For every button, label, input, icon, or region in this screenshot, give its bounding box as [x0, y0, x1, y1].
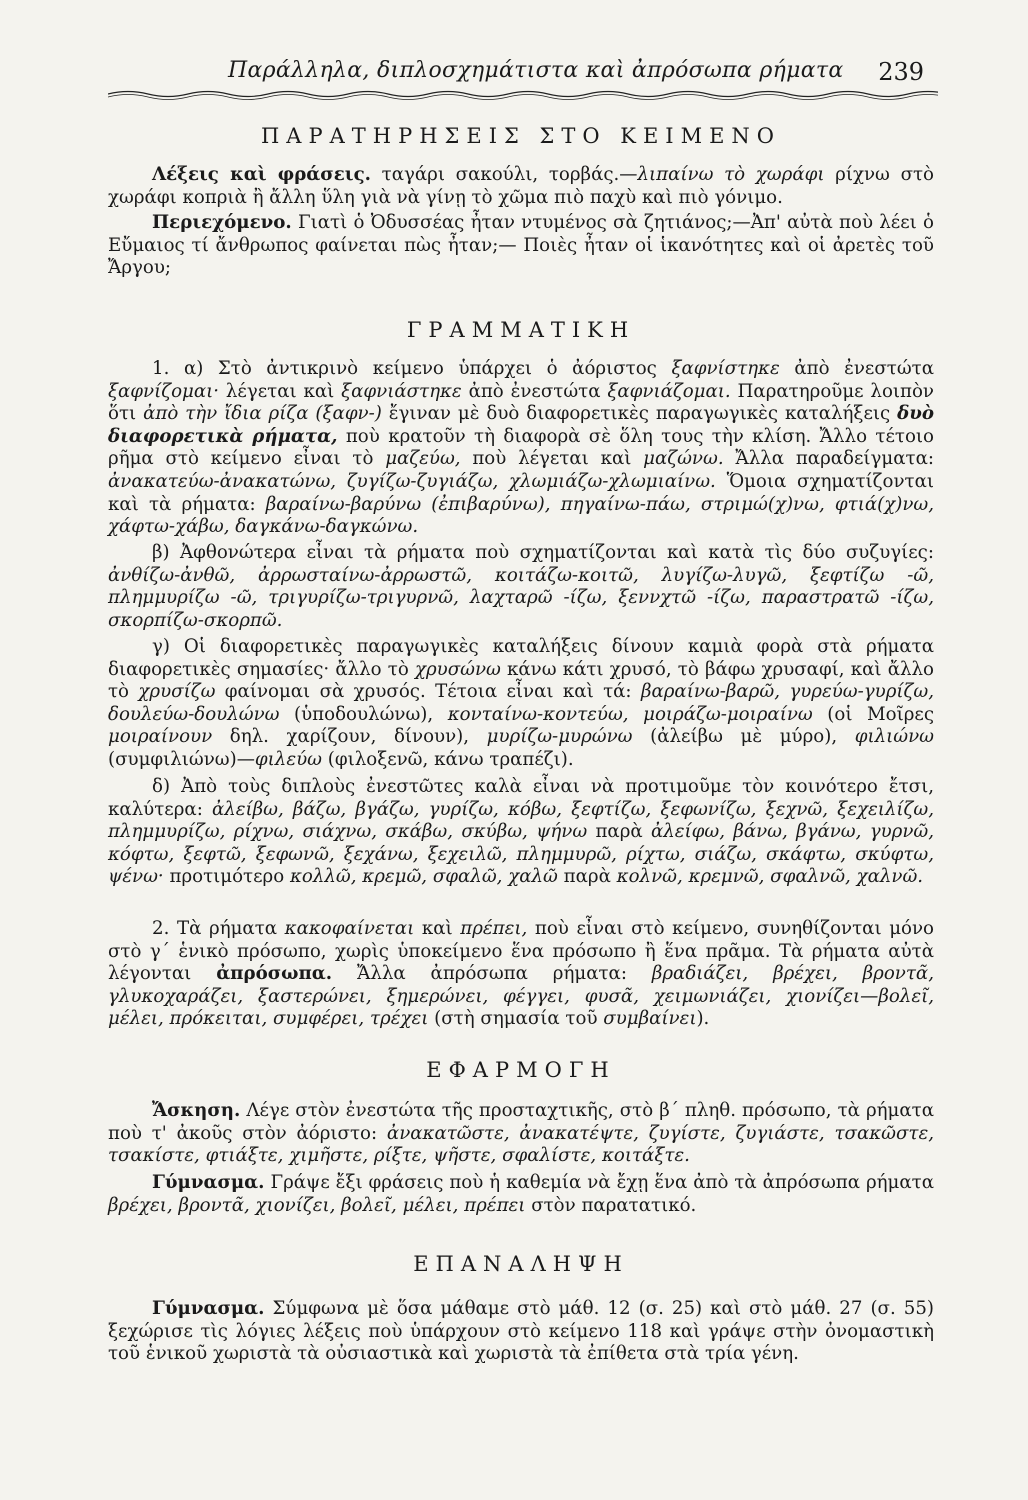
wavy-divider: [108, 88, 938, 102]
page-header: [108, 58, 934, 88]
exercise-paragraph: Ἄσκηση. Λέγε στὸν ἐνεστώτα τῆς προσταχτικῆς, στὸ β΄ πληθ. πρόσωπο, τὰ ρήματα ποὺ τ' ἀκοῦς στὸν ἀόριστο: ἀνακατῶστε, ἀνακατέψτε, ζυγίστε, ζυγιάστε, τσακῶστε, τσακίστε, φτιάξτε, χιμῆστε, ρίξτε, ψῆστε, σφαλίστε, κοιτάξτε.: [108, 1100, 934, 1167]
application-drill-paragraph: Γύμνασμα. Γράψε ἔξι φράσεις ποὺ ἡ καθεμία νὰ ἔχῃ ἕνα ἀπὸ τὰ ἀπρόσωπα ρήματα βρέχει, βροντᾶ, χιονίζει, βολεῖ, μέλει, πρέπει στὸν παρατατικό.: [108, 1172, 934, 1216]
application-heading: ΕΦΑΡΜΟΓΗ: [426, 1058, 616, 1082]
grammar-point-1b: β) Ἀφθονώτερα εἶναι τὰ ρήματα ποὺ σχηματίζονται καὶ κατὰ τὶς δύο συζυγίες: ἀνθίζω-ἀνθῶ, ἀρρωσταίνω-ἀρρωστῶ, κοιτάζω-κοιτῶ, λυγίζω-λυγῶ, ξεφτίζω -ῶ, πλημμυρίζω -ῶ, τριγυρίζω-τριγυρνῶ, λαχταρῶ -ίζω, ξεννχτῶ -ίζω, παραστρατῶ -ίζω, σκορπίζω-σκορπῶ.: [108, 542, 934, 631]
review-drill-label: Γύμνασμα.: [152, 1298, 265, 1319]
content-text: Γιατὶ ὁ Ὀδυσσέας ἦταν ντυμένος σὰ ζητιάνος;—Ἀπ' αὐτὰ ποὺ λέει ὁ Εὔμαιος τί ἄνθρωπος φαίνεται πὼς ἦταν;— Ποιὲς ἦταν οἱ ἱκανότητες καὶ οἱ ἀρετὲς τοῦ Ἄργου;: [108, 212, 934, 279]
words-paragraph: [108, 164, 934, 209]
remarks-heading: ΠΑΡΑΤΗΡΗΣΕΙΣ ΣΤΟ ΚΕΙΜΕΝΟ: [260, 124, 782, 148]
drill-label: Γύμνασμα.: [152, 1172, 265, 1193]
page-number: 239: [878, 58, 924, 86]
running-title: Παράλληλα, διπλοσχημάτιστα καὶ ἀπρόσωπα ρήματα: [228, 58, 844, 83]
words-text: ταγάρι σακούλι, τορβάς.—: [370, 164, 638, 185]
grammar-point-2: 2. Τὰ ρήματα κακοφαίνεται καὶ πρέπει, ποὺ εἶναι στὸ κείμενο, συνηθίζονται μόνο στὸ γ΄ ἑνικὸ πρόσωπο, χωρὶς ὑποκείμενο ἕνα πρόσωπο ἢ ἕνα πρᾶμα. Τὰ ρήματα αὐτὰ λέγονται ἀπρόσωπα. Ἄλλα ἀπρόσωπα ρήματα: βραδιάζει, βρέχει, βροντᾶ, γλυκοχαράζει, ξαστερώνει, ξημερώνει, φέγγει, φυσᾶ, χειμωνιάζει, χιονίζει—βολεῖ, μέλει, πρόκειται, συμφέρει, τρέχει (στὴ σημασία τοῦ συμβαίνει).: [108, 918, 934, 1030]
review-drill-text: Σύμφωνα μὲ ὅσα μάθαμε στὸ μάθ. 12 (σ. 25) καὶ στὸ μάθ. 27 (σ. 55) ξεχώρισε τὶς λόγιες λέξεις ποὺ ὑπάρχουν στὸ κείμενο 118 καὶ γράψε στὴν ὀνομαστικὴ τοῦ ἑνικοῦ χωριστὰ τὰ οὐσιαστικὰ καὶ χωριστὰ τὰ ἐπίθετα στὰ τρία γένη.: [108, 1298, 934, 1365]
grammar-heading: ΓΡΑΜΜΑΤΙΚΗ: [406, 318, 636, 342]
review-heading: ΕΠΑΝΑΛΗΨΗ: [413, 1252, 629, 1276]
content-label: Περιεχόμενο.: [152, 212, 292, 233]
grammar-point-1a: 1. α) Στὸ ἀντικρινὸ κείμενο ὑπάρχει ὁ ἀόριστος ξαφνίστηκε ἀπὸ ἐνεστώτα ξαφνίζομαι· λέγεται καὶ ξαφνιάστηκε ἀπὸ ἐνεστώτα ξαφνιάζομαι. Παρατηροῦμε λοιπὸν ὅτι ἀπὸ τὴν ἴδια ρίζα (ξαφν-) ἔγιναν μὲ δυὸ διαφορετικὲς παραγωγικὲς καταλήξεις δυὸ διαφορετικὰ ρήματα, ποὺ κρατοῦν τὴ διαφορὰ σὲ ὅλη τους τὴν κλίση. Ἄλλο τέτοιο ρῆμα στὸ κείμενο εἶναι τὸ μαζεύω, ποὺ λέγεται καὶ μαζώνω. Ἄλλα παραδείγματα: ἀνακατεύω-ἀνακατώνω, ζυγίζω-ζυγιάζω, χλωμιάζω-χλωμιαίνω. Ὅμοια σχηματίζονται καὶ τὰ ρήματα: βαραίνω-βαρύνω (ἐπιβαρύνω), πηγαίνω-πάω, στριμώ(χ)νω, φτιά(χ)νω, χάφτω-χάβω, δαγκάνω-δαγκώνω.: [108, 358, 934, 538]
grammar-point-1d: δ) Ἀπὸ τοὺς διπλοὺς ἐνεστῶτες καλὰ εἶναι νὰ προτιμοῦμε τὸν κοινότερο ἔτσι, καλύτερα: ἀλείβω, βάζω, βγάζω, γυρίζω, κόβω, ξεφτίζω, ξεφωνίζω, ξεχνῶ, ξεχειλίζω, πλημμυρίζω, ρίχνω, σιάχνω, σκάβω, σκύβω, ψήνω παρὰ ἀλείφω, βάνω, βγάνω, γυρνῶ, κόφτω, ξεφτῶ, ξεφωνῶ, ξεχάνω, ξεχειλῶ, πλημμυρῶ, ρίχτω, σιάζω, σκάφτω, σκύφτω, ψένω· προτιμότερο κολλῶ, κρεμῶ, σφαλῶ, χαλῶ παρὰ κολνῶ, κρεμνῶ, σφαλνῶ, χαλνῶ.: [108, 776, 934, 888]
words-term: λιπαίνω τὸ χωράφι: [637, 164, 825, 185]
review-drill-paragraph: [108, 1298, 934, 1366]
exercise-label: Ἄσκηση.: [152, 1100, 241, 1121]
grammar-point-1c: γ) Οἱ διαφορετικὲς παραγωγικὲς καταλήξεις δίνουν καμιὰ φορὰ στὰ ρήματα διαφορετικὲς σημασίες· ἄλλο τὸ χρυσώνω κάνω κάτι χρυσό, τὸ βάφω χρυσαφί, καὶ ἄλλο τὸ χρυσίζω φαίνομαι σὰ χρυσός. Τέτοια εἶναι καὶ τά: βαραίνω-βαρῶ, γυρεύω-γυρίζω, δουλεύω-δουλώνω (ὑποδουλώνω), κονταίνω-κοντεύω, μοιράζω-μοιραίνω (οἱ Μοῖρες μοιραίνουν δηλ. χαρίζουν, δίνουν), μυρίζω-μυρώνω (ἀλείβω μὲ μύρο), φιλιώνω (συμφιλιώνω)—φιλεύω (φιλοξενῶ, κάνω τραπέζι).: [108, 636, 935, 770]
words-label: Λέξεις καὶ φράσεις.: [152, 164, 371, 185]
content-paragraph: [108, 212, 934, 280]
words-text: ρίχνω στὸ χωράφι κοπριὰ ἢ ἄλλη ὕλη γιὰ νὰ γίνῃ τὸ χῶμα πιὸ παχὺ καὶ πιὸ γόνιμο.: [108, 164, 934, 208]
